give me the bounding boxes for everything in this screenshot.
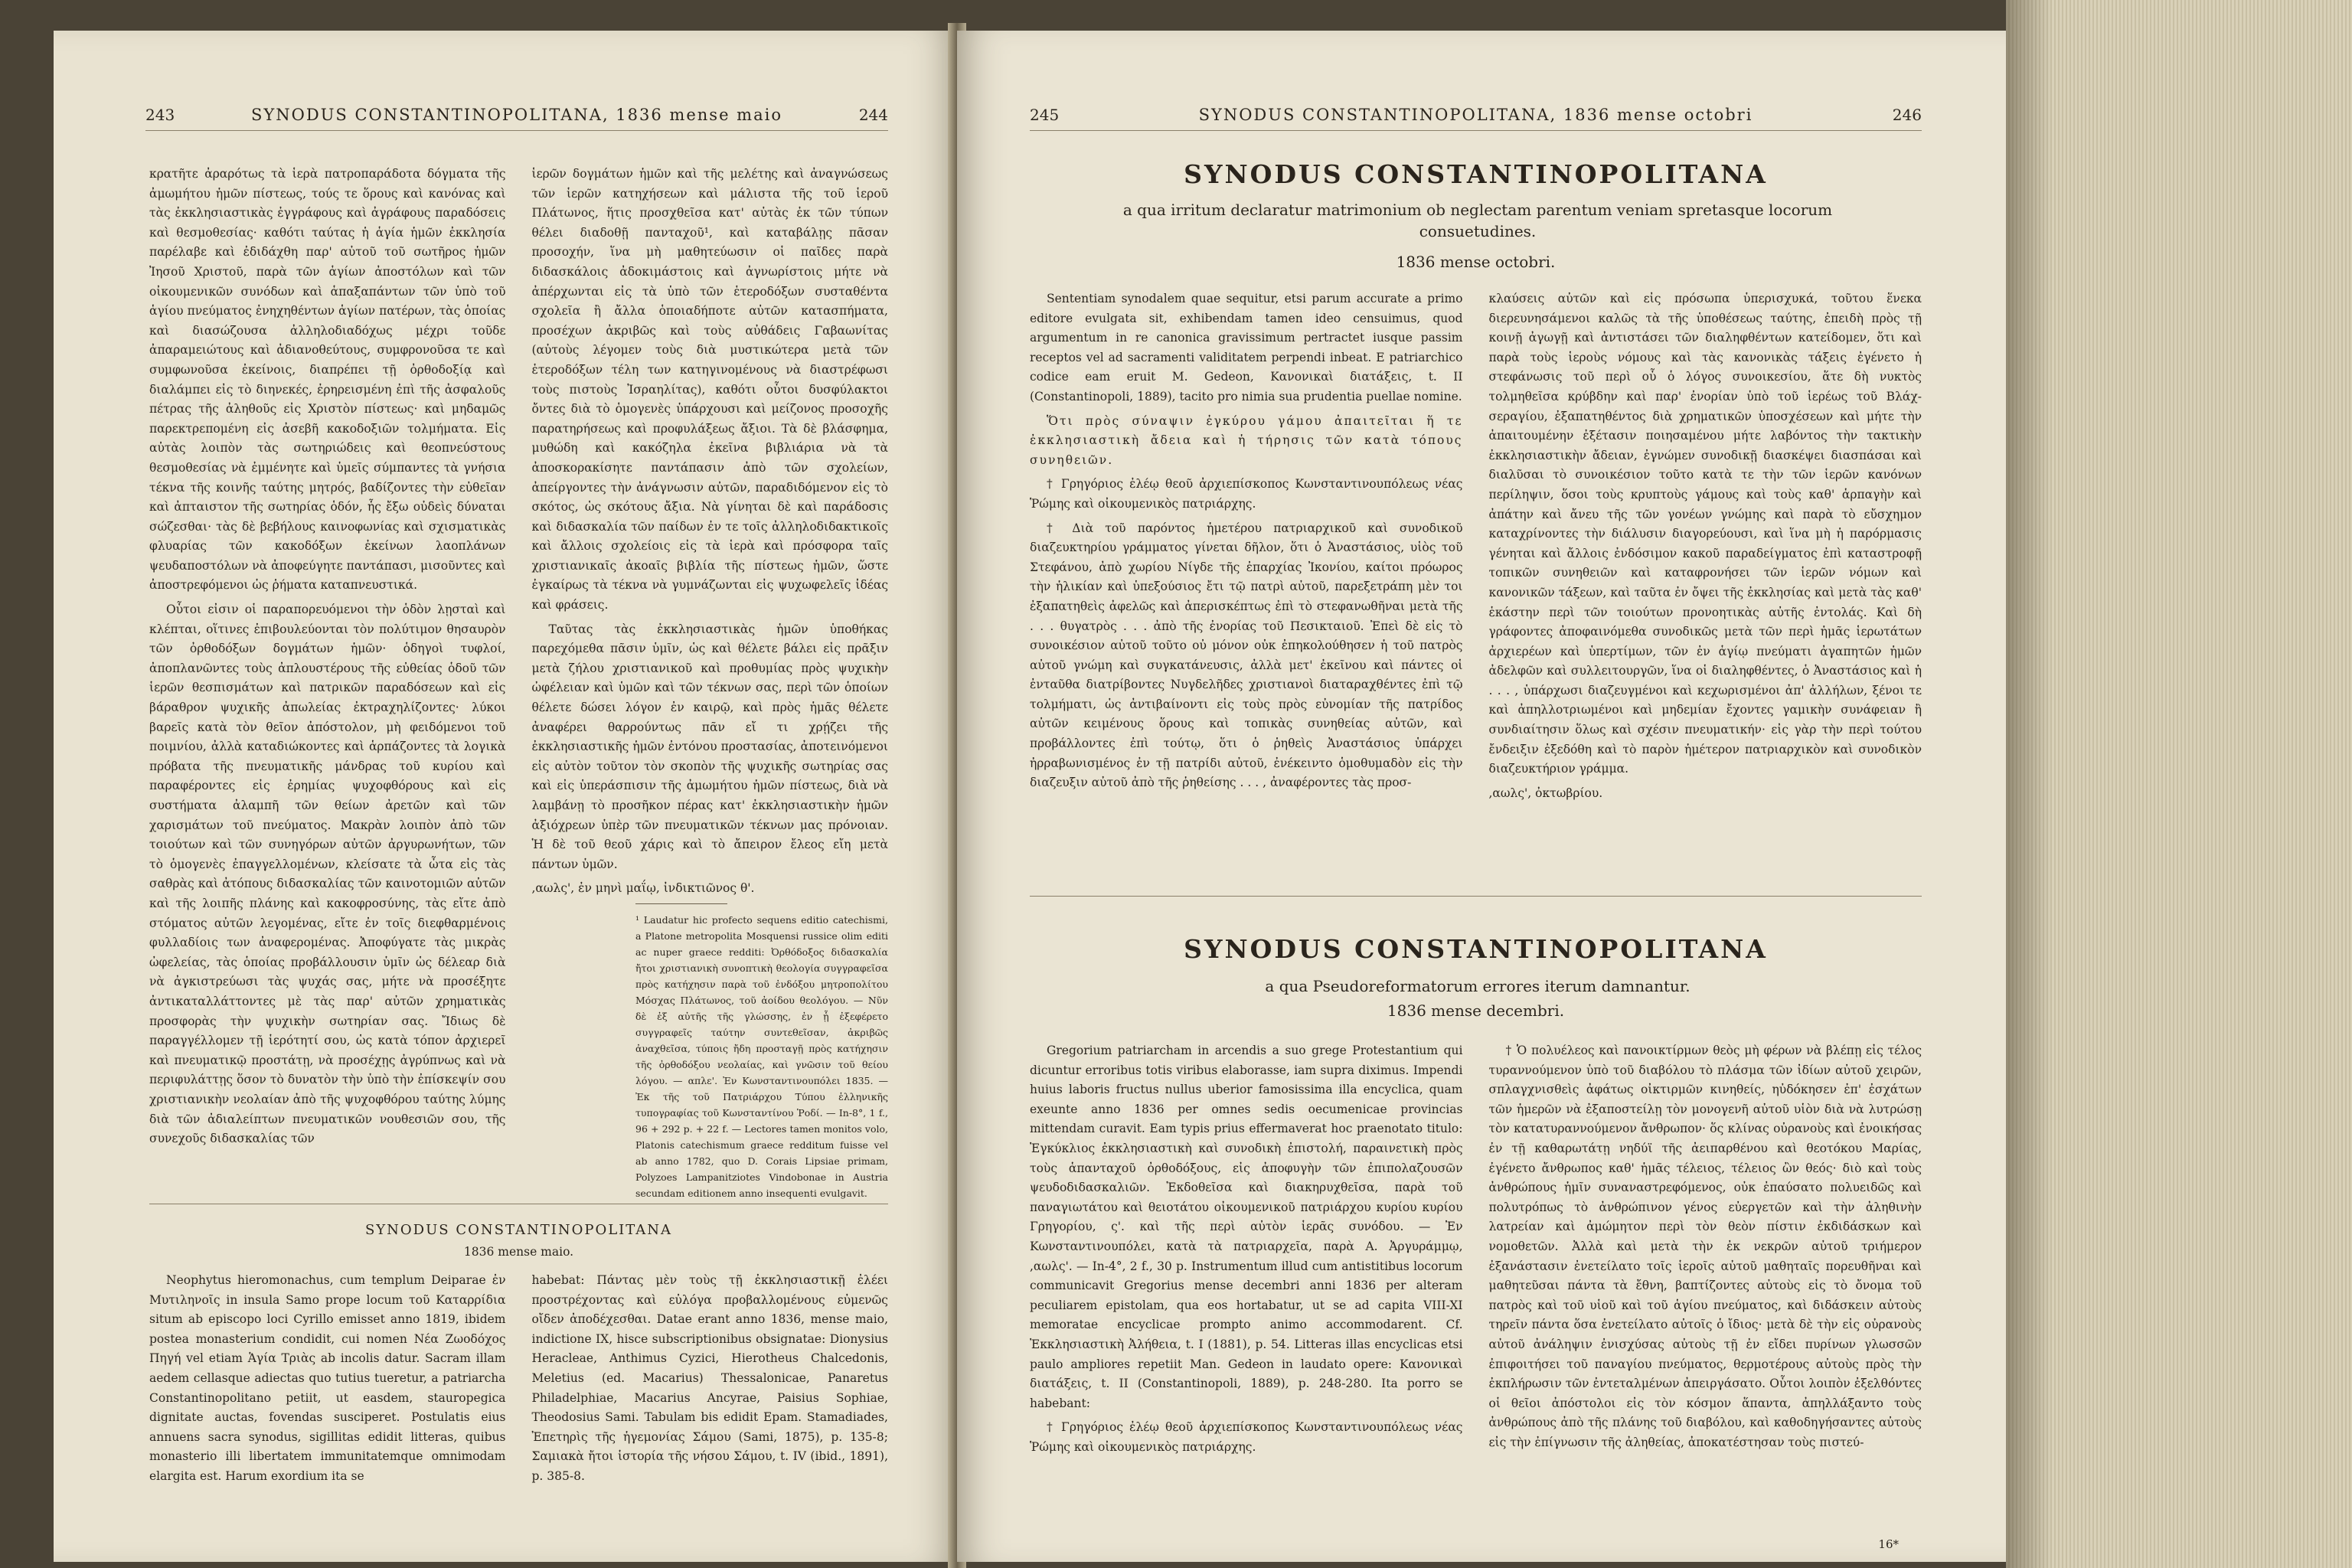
footnote	[635, 903, 888, 1201]
column-right	[1489, 289, 1922, 879]
section-divider	[1030, 896, 1922, 897]
paragraph: Ταῦτας τὰς ἐκκλησιαστικὰς ἡμῶν ὑποθήκας παρεχόμεθα πᾶσιν ὑμῖν, ὡς καὶ θέλετε βάλει εἰς πρᾶξιν μετὰ ζήλου χριστιανικοῦ καὶ προθυμίας πρὸς ψυχικὴν ὠφέλειαν καὶ ὑμῶν καὶ τῶν τέκνων σας, περὶ τῶν ὁποίων θέλετε δώσει λόγον ἐν καιρῷ, καὶ πρὸς ἡμᾶς θέλετε ἀναφέρει θαρρούντως πᾶν εἴ τι χρῄζει τῆς ἐκκλησιαστικῆς ἡμῶν ἐντόνου προστασίας, ἀποτεινόμενοι εἰς αὐτὸν τοῦτον τὸν σκοπὸν τῆς ψυχικῆς σωτηρίας σας καὶ εἰς ὑπεράσπισιν τῆς ἀμωμήτου ἡμῶν πίστεως, διὰ νὰ λαμβάνῃ τὸ προσῆκον πέρας κατ' ἐκκλησιαστικὴν ἡμῶν ἀξιόχρεων ὑπὲρ τῶν πνευματικῶν τέκνων μας πρόνοιαν. Ἡ δὲ τοῦ θεοῦ χάρις καὶ τὸ ἄπειρον ἔλεος εἴη μετὰ πάντων ὑμῶν.	[531, 622, 888, 871]
page-number: 245	[1030, 106, 1060, 124]
page-number: 246	[1892, 106, 1922, 124]
paragraph: Οὗτοι εἰσιν οἱ παραπορευόμενοι τὴν ὁδὸν λῃσταὶ καὶ κλέπται, οἵτινες ἐπιβουλεύονται τὸν πολύτιμον θησαυρὸν τῶν ὀρθοδόξων δογμάτων ἡμῶν· ὁδηγοὶ τυφλοί, ἀποπλανῶντες τοὺς ἀπλουστέρους τῆς εὐθείας ὁδοῦ τῶν ἱερῶν θεσπισμάτων καὶ πατρικῶν παραδόσεων καὶ εἰς βάραθρον ψυχικῆς ἀπωλείας ἐκτραχηλίζοντες· λύκοι βαρεῖς κατὰ τὸν θεῖον ἀπόστολον, μὴ φειδόμενοι τοῦ ποιμνίου, ἀλλὰ καταδιώκοντες καὶ ἁρπάζοντες τὰ λογικὰ πρόβατα τῆς πνευματικῆς μάνδρας τοῦ κυρίου καὶ παραφέροντες εἰς ἐρημίας ψυχοφθόρους καὶ εἰς συστήματα ἀλαμπῆ τῶν θείων ἀρετῶν καὶ τῶν χαρισμάτων τοῦ πνεύματος. Μακρὰν λοιπὸν ἀπὸ τῶν τοιούτων καὶ τῶν συνηγόρων αὐτῶν ἀργυρωνήτων, τῶν τὸ ὁμογενὲς ἐπαγγελλομένων, κλείσατε τὰ ὦτα εἰς τὰς σαθρὰς καὶ ἀτόπους διδασκαλίας τῶν καινοτομιῶν αὐτῶν καὶ τῆς λοιπῆς πλάνης καὶ κακοφροσύνης, τὰς εἴτε ἀπὸ στόματος αὐτῶν λεγομένας, εἴτε ἐν τοῖς διεφθαρμένοις φυλλαδίοις των ἀναφερομένας. Ἀποφύγατε τὰς μικρὰς ὠφελείας, τὰς ὁποίας προβάλλουσιν ὑμῖν ὡς δέλεαρ διὰ νὰ ἀγκιστρεύωσι τὰς ψυχάς σας, μήτε νὰ προσέξητε ἀντικαταλλάττοντες μὲ τὰς παρ' αὐτῶν χρηματικὰς προσφορὰς τὴν ψυχικὴν σωτηρίαν σας. Ἴδιως δὲ παραγγέλλομεν τῇ ἱερότητί σου, ὡς κατὰ τόπον ἀρχιερεῖ καὶ πνευματικῷ προστάτῃ, νὰ προσέχῃς ἀγρύπνως καὶ νὰ περιφυλάττῃς ὅσον τὸ δυνατὸν τὴν ὑπὸ τὴν ἐπίσκεψίν σου χριστιανικὴν νεολαίαν ἀπὸ τῆς ψυχοφθόρου ταύτης λύμης διὰ τῶν ἀδιαλείπτων πνευματικῶν νουθεσιῶν σου, τῆς συνεχοῦς διδασκαλίας τῶν	[149, 603, 506, 1146]
running-title: SYNODUS CONSTANTINOPOLITANA, 1836 mense octobri	[1198, 106, 1753, 124]
paragraph: Sententiam synodalem quae sequitur, etsi parum accurate a primo editore evulgata sit, exhibendam tamen ideo censuimus, quod argumentum in re canonica gravissimum pertractet iusque passim receptos vel ad sacramenti validitatem perpendi inbeat. E patriarchico codice eam eruit M. Gedeon, Κανονικαὶ διατάξεις, t. II (Constantinopoli, 1889), tacito pro nimia sua prudentia puellae nomine.	[1030, 292, 1463, 403]
page-number: 243	[145, 106, 175, 124]
paragraph: Gregorium patriarcham in arcendis a suo grege Protestantium qui dicuntur erroribus totis viribus elaborasse, iam supra diximus. Impendi huius laboris fructus nullus uberior famosissima illa encyclica, quam exeunte anno 1836 per omnes sedis oecumenicae provincias mittendam curavit. Eam typis prius effermaverat hoc praenotato titulo: Ἐγκύκλιος ἐκκλησιαστικὴ καὶ συνοδικὴ ἐπιστολή, παραινετικὴ πρὸς τοὺς ἁπανταχοῦ ὀρθοδόξους, εἰς ἀποφυγὴν τῶν ἐπιπολαζουσῶν ψευδοδιδασκαλιῶν. Ἐκδοθεῖσα καὶ διακηρυχθεῖσα, παρὰ τοῦ παναγιωτάτου καὶ θειοτάτου οἰκουμενικοῦ πατριάρχου κυρίου κυρίου Γρηγορίου, ς'. καὶ τῆς περὶ αὐτὸν ἱερᾶς συνόδου. — Ἐν Κωνσταντινουπόλει, κατὰ τὰ πατριαρχεῖα, παρὰ Α. Ἀργυράμμῳ, ,αωλς'. — In-4°, 2 f., 30 p. Instrumentum illud cum antistitibus locorum communicavit Gregorius mense decembri anni 1836 per alteram peculiarem epistolam, qua eos hortabatur, ut se ad capita VIII-XI memoratae encyclicae prompto animo accommodarent. Cf. Ἐκκλησιαστικὴ Ἀλήθεια, t. I (1881), p. 54. Litteras illas encyclicas etsi paulo ampliores repetiit Man. Gedeon in laudato opere: Κανονικαὶ διατάξεις, t. II (Constantinopoli, 1889), p. 248-280. Ita porro se habebant:	[1030, 1044, 1463, 1410]
paragraph: κρατῆτε ἀραρότως τὰ ἱερὰ πατροπαράδοτα δόγματα τῆς ἀμωμήτου ἡμῶν πίστεως, τούς τε ὅρους καὶ κανόνας καὶ τὰς ἐκκλησιαστικὰς ἐγγράφους καὶ ἀγράφους παραδόσεις καὶ θεσμοθεσίας· καθότι ταύτας ἡ ἁγία ἡμῶν ἐκκλησία παρέλαβε καὶ ἐδιδάχθη παρ' αὐτοῦ τοῦ σωτῆρος ἡμῶν Ἰησοῦ Χριστοῦ, παρὰ τῶν ἁγίων ἀποστόλων καὶ τῶν οἰκουμενικῶν συνόδων καὶ ἁπαξαπάντων τῶν ὑπὸ τοῦ ἁγίου πνεύματος ἐνηχηθέντων ἁγίων πατέρων, τὰς ὁποίας καὶ διασώζουσα ἀλληλοδιαδόχως μέχρι τοῦδε ἀπαραμειώτους καὶ ἀδιανοθεύτους, συμφρονοῦσα τε καὶ συμφωνοῦσα ἐκείνοις, διαπρέπει τῇ ὀρθοδοξίᾳ καὶ διαλάμπει εἰς τὸ διηνεκές, ἐρηρεισμένη ἐπὶ τῆς ἀσφαλοῦς πέτρας τῆς ἀληθοῦς εἰς Χριστὸν πίστεως· καὶ μηδαμῶς παρεκτρεπομένη εἰς ἀσεβῆ κακοδοξιῶν τολμήματα. Εἰς αὐτὰς λοιπὸν τὰς σωτηριώδεις καὶ θεοπνεύστους θεσμοθεσίας νὰ ἐμμένητε καὶ ὑμεῖς σύμπαντες τὰ γνήσια τέκνα τῆς κοινῆς ταύτης μητρός, βαδίζοντες τὴν εὐθεῖαν καὶ ἀπταιστον τῆς σωτηρίας ὁδόν, ἧς ἔξω οὐδεὶς δύναται σώζεσθαι· τὰς δὲ βεβήλους καινοφωνίας καὶ σχισματικὰς φλυαρίας τῶν κακοδόξων ἐκείνων λαοπλάνων ψευδαποστόλων νὰ ἀποφεύγητε παντάπασι, μισοῦντες καὶ ἀποστρεφόμενοι ὡς ῥήματα καταπνευστικά.	[149, 167, 506, 593]
paragraph: habebat: Πάντας μὲν τοὺς τῇ ἐκκλησιαστικῇ ἐλέει προστρέχοντας καὶ εὐλόγα προβαλλομένους εὐμενῶς οἴδεν ἀποδέχεσθαι. Datae erant anno 1836, mense maio, indictione IX, hisce subscriptionibus obsignatae: Dionysius Heracleae, Anthimus Cyzici, Hierotheus Chalcedonis, Meletius (ed. Macarius) Thessalonicae, Panaretus Philadelphiae, Macarius Ancyrae, Paisius Sophiae, Theodosius Sami. Tabulam bis edidit Epam. Stamadiades, Ἐπετηρὶς τῆς ἡγεμονίας Σάμου (Sami, 1875), p. 135-8; Σαμιακὰ ἤτοι ἱστορία τῆς νήσου Σάμου, t. IV (ibid., 1891), p. 385-8.	[531, 1273, 888, 1483]
running-head-right	[1030, 100, 1922, 131]
section-date: 1836 mense decembri.	[1387, 1001, 1565, 1020]
text-columns	[149, 1271, 888, 1547]
section-title: SYNODUS CONSTANTINOPOLITANA	[1184, 159, 1768, 189]
column-right	[1489, 1041, 1922, 1539]
paragraph: κλαύσεις αὐτῶν καὶ εἰς πρόσωπα ὑπερισχυκά, τοῦτου ἕνεκα διερευνησάμενοι καλῶς τὰ τῆς ὑποθέσεως ταύτης, ἐπειδὴ πρὸς τῇ κοινῇ ἀγωγῇ καὶ ἀντιστάσει τῶν διαληφθέντων κατείδομεν, ὅτι καὶ παρὰ τοὺς ἱεροὺς νόμους καὶ τὰς κανονικὰς τάξεις ἐγένετο ἡ στεφάνωσις τοῦ περὶ οὗ ὁ λόγος συνοικεσίου, ἅτε δὴ νυκτὸς τολμηθεῖσα κρύβδην καὶ παρ' ἐνορίαν ὑπὸ τοῦ ἱερέως τοῦ Βλάχ-σεραγίου, ἐξαπατηθέντος διὰ χρηματικῶν ὑποσχέσεων καὶ μήτε τὴν ἀπαιτουμένην ἐξέτασιν ποιησαμένου μήτε λαβόντος τὴν τακτικὴν ἐκκλησιαστικὴν ἄδειαν, ἐγνώμεν συνοδικῇ διασκέψει διασπάσαι καὶ διαλῦσαι τὸ συνοικέσιον τοῦτο κατὰ τε τὴν τῶν ἱερῶν κανόνων περίληψιν, ὅσοι τοὺς κρυπτοὺς γάμους καὶ τοὺς καθ' ἁρπαγὴν καὶ ἀπάτην καὶ ἄνευ τῆς τῶν γονέων γνώμης καὶ παρὰ τὸ εὔσχημον καταχρίνοντες τὴν διάλυσιν διαγορεύουσι, καὶ ἵνα μὴ ἡ παρόρμασις γένηται καὶ ἄλλοις ἐνδόσιμον κακοῦ παραδείγματος ἐπὶ καταστροφῇ τοπικῶν συνηθειῶν καὶ καταφρονήσει τῶν ἱερῶν νόμων καὶ κανονικῶν τάξεων, καὶ ταῦτα ἐν ὄψει τῆς ἐκκλησίας καὶ μετὰ τὰς καθ' ἑκάστην περὶ τῶν τοιούτων προνοητικὰς αὐτῆς ἐντολάς. Καὶ δὴ γράφοντες ἀποφαινόμεθα συνοδικῶς μετὰ τῶν περὶ ἡμᾶς ἱερωτάτων ἀρχιερέων καὶ ὑπερτίμων, τῶν ἐν ἁγίῳ πνεύματι ἀγαπητῶν ἡμῶν ἀδελφῶν καὶ συλλειτουργῶν, ἵνα οἱ διαληφθέντες, ὁ Ἀναστάσιος καὶ ἡ . . . , ὑπάρχωσι διαζευγμένοι καὶ κεχωρισμένοι ἀπ' ἀλλήλων, ξένοι τε καὶ ἀπηλλοτριωμένοι καὶ μηδεμίαν ἔχοντες γαμικὴν συνάφειαν ἢ συνδιαίτησιν ὅλως καὶ σχέσιν πνευματικήν· εἰς γὰρ τὴν περὶ τούτου ἔνδειξιν ἐξεδόθη καὶ τὸ παρὸν ἡμέτερον πατριαρχικὸν καὶ συνοδικὸν διαζευκτήριον γράμμα.	[1488, 292, 1922, 776]
running-head-left	[145, 100, 888, 131]
signature-mark: 16*	[1878, 1537, 1899, 1551]
section-date: 1836 mense maio.	[463, 1245, 574, 1259]
column-left	[149, 1271, 506, 1547]
paragraph: † Διὰ τοῦ παρόντος ἡμετέρου πατριαρχικοῦ καὶ συνοδικοῦ διαζευκτηρίου γράμματος γίνεται δῆλον, ὅτι ὁ Ἀναστάσιος, υἱὸς τοῦ Στεφάνου, ἀπὸ χωρίου Νίγδε τῆς ἐπαρχίας Ἰκονίου, καίτοι πρόωρος τὴν ἡλικίαν καὶ ὑπεξούσιος ἔτι τῷ πατρὶ αὐτοῦ, παρεξετράπη μὲν τοι ἐξαπατηθεὶς ἀφελῶς καὶ ἀπερισκέπτως ἐπὶ τὸ στεφανωθῆναι μετὰ τῆς . . . θυγατρὸς . . . ἀπὸ τῆς ἐνορίας τοῦ Πεσικταιοῦ. Ἐπεὶ δὲ εἰς τὸ συνοικέσιον αὐτοῦ τοῦτο οὐ μόνον οὐκ ἐπηκολούθησεν ἡ τοῦ πατρὸς αὐτοῦ γνώμη καὶ συγκατάνευσις, ἀλλὰ μετ' ἐκεῖνου καὶ πάντες οἱ ἐνταῦθα διατρίβοντες Νυγδελῆδες χριστιανοὶ διαταραχθέντες ἐπὶ τῷ τολμήματι, ὡς ἀντιβαίνοντι εἰς τοὺς πρὸς εὐνομίαν τῆς πατρίδος αὐτῶν κειμένους ὅρους καὶ τοπικὰς συνηθείας αὐτῶν, καὶ προβάλλοντες ἐπὶ τούτῳ, ὅτι ὁ ῥηθεὶς Ἀναστάσιος ὑπάρχει ἠρραβωνισμένος ἐν τῇ πατρίδι αὐτοῦ, ἐνέκειντο ὁμοθυμαδὸν εἰς τὴν διαζευξιν αὐτοῦ ἀπὸ τῆς ῥηθείσης . . . , ἀναφέροντες τὰς προσ-	[1030, 521, 1463, 790]
section-subtitle: a qua irritum declaratur matrimonium ob neglectam parentum veniam spretasque locorum consuetudines.	[1122, 201, 1833, 240]
footnote-text: ¹ Laudatur hic profecto sequens editio catechismi, a Platone metropolita Mosquensi russice olim editi ac nuper graece redditi: Ὀρθόδοξος διδασκαλία ἤτοι χριστιανικὴ συνοπτικὴ θεολογία συγγραφεῖσα πρὸς κατήχησιν παρὰ τοῦ ἐνδόξου μητροπολίτου Μόσχας Πλάτωνος, τοῦ ἀοίδου θεολόγου. — Νῦν δὲ ἐξ αὐτῆς τῆς γλώσσης, ἐν ᾗ ἐξεφέρετο συγγραφεῖς ταύτην συντεθεῖσαν, ἀκριβῶς ἀναχθεῖσα, τύποις ἤδη προσταγῇ πρὸς κατήχησιν τῆς ὀρθοδόξου νεολαίας, καὶ γνῶσιν τοῦ θείου λόγου. — απλε'. Ἐν Κωνσταντινουπόλει 1835. — Ἐκ τῆς τοῦ Πατριάρχου Τύπου ἑλληνικῆς τυπογραφίας τοῦ Κωνσταντίνου Ῥοδί. — In-8°, 1 f., 96 + 292 p. + 22 f. — Lectores tamen monitos volo, Platonis catechismum graece redditum fuisse vel ab anno 1782, quo D. Corais Lipsiae primam, Polyzoes Lampanitziotes Vindobonae in Austria secundam editionem anno insequenti evulgavit.	[635, 914, 888, 1199]
text-columns	[1030, 1041, 1922, 1539]
page-edges	[2006, 0, 2352, 1568]
date-line: ,αωλς', ἐν μηνὶ μαΐῳ, ἰνδικτιῶνος θ'.	[531, 881, 755, 896]
heading-quote: Ὅτι πρὸς σύναψιν ἐγκύρου γάμου ἀπαιτεῖται ἥ τε ἐκκλησιαστικὴ ἄδεια καὶ ἡ τήρησις τῶν κατὰ τόπους συνηθειῶν.	[1030, 413, 1463, 467]
paragraph: † Γρηγόριος ἐλέῳ θεοῦ ἀρχιεπίσκοπος Κωνσταντινουπόλεως νέας Ῥώμης καὶ οἰκουμενικὸς πατριάρχης.	[1030, 477, 1463, 511]
section-date: 1836 mense octobri.	[1396, 253, 1556, 271]
text-columns	[1030, 289, 1922, 879]
section-subtitle: a qua Pseudoreformatorum errores iterum damnantur.	[1265, 977, 1690, 995]
right-page	[957, 31, 2006, 1562]
left-page	[54, 31, 957, 1562]
paragraph: † Γρηγόριος ἐλέῳ θεοῦ ἀρχιεπίσκοπος Κωνσταντινουπόλεως νέας Ῥώμης καὶ οἰκουμενικὸς πατριάρχης.	[1030, 1420, 1463, 1454]
column-right	[532, 165, 889, 923]
section-title: SYNODUS CONSTANTINOPOLITANA	[364, 1222, 673, 1238]
column-left	[149, 165, 506, 1146]
column-right	[532, 1271, 889, 1547]
page-number: 244	[858, 106, 888, 124]
column-left	[1030, 1041, 1463, 1539]
section-title: SYNODUS CONSTANTINOPOLITANA	[1184, 934, 1768, 964]
running-title: SYNODUS CONSTANTINOPOLITANA, 1836 mense maio	[251, 106, 782, 124]
paragraph: ἱερῶν δογμάτων ἡμῶν καὶ τῆς μελέτης καὶ ἀναγνώσεως τῶν ἱερῶν κατηχήσεων καὶ μάλιστα τῆς τοῦ ἱεροῦ Πλάτωνος, ἥτις προσχθεῖσα κατ' αὐτὰς ἐκ τῶν τύπων θέλει διαδοθῇ πανταχοῦ¹, καὶ καταβάλῃς πᾶσαν προσοχήν, ἵνα μὴ μαθητεύωσιν οἱ παῖδες παρὰ διδασκάλοις ἀδοκιμάστοις καὶ ἀγνωρίστοις μήτε νὰ ἀπέρχωνται εἰς τὰ ὑπὸ τῶν ἑτεροδόξων συσταθέντα σχολεῖα ἢ ἄλλα ὁποιαδήποτε αὐτῶν κατασπήματα, προσέχων ἀκριβῶς καὶ τοὺς αὐθάδεις Γαβαωνίτας (αὐτοὺς λέγομεν τοὺς διὰ μυστικώτερα μετὰ τῶν ἑτεροδόξων τέλη των κατηγινομένους νὰ διαστρέφωσι τοὺς πιστοὺς Ἰσραηλίτας), καθότι οὗτοι δυσφύλακτοι ὄντες διὰ τὸ ὁμογενὲς ὑπάρχουσι καὶ μείζονος προσοχῆς παρατηρήσεως καὶ προφυλάξεως ἄξιοι. Τὰ δὲ βλάσφημα, μυθώδη καὶ κακόζηλα ἐκεῖνα βιβλιάρια νὰ τὰ ἀποσκορακίσητε παντάπασιν ἀπὸ τῶν σχολείων, ἀπείργοντες τὴν ἀνάγνωσιν αὐτῶν, παραδιδόμενον εἰς τὸ σκότος, ὡς σκότους ἄξια. Νὰ γίνηται δὲ καὶ παράδοσις καὶ διδασκαλία τῶν παίδων ἐν τε τοῖς ἀλληλοδιδακτικοῖς καὶ ἄλλοις σχολείοις εἰς τὰ ἱερὰ καὶ πρόσφορα ταῖς χριστιανικαῖς ἀκοαῖς βιβλία τῆς πίστεως ἡμῶν, ὥστε ἐγκαίρως τὰ τέκνα νὰ γυμνάζωνται εἰς ψυχωφελεῖς ἰδέας καὶ φράσεις.	[531, 167, 888, 612]
paragraph: † Ὁ πολυέλεος καὶ πανοικτίρμων θεὸς μὴ φέρων νὰ βλέπῃ εἰς τέλος τυραννούμενον ὑπὸ τοῦ διαβόλου τὸ πλάσμα τῶν ἰδίων αὐτοῦ χειρῶν, σπλαγχνισθεὶς ἀφάτως οἰκτιρμῶν κινηθείς, ηὐδόκησεν ἐπ' ἐσχάτων τῶν ἡμερῶν νὰ ἐξαποστείλῃ τὸν μονογενῆ αὐτοῦ υἱὸν διὰ νὰ λυτρώσῃ τὸν κατατυραννούμενον ἄνθρωπον· ὅς κλίνας οὐρανοὺς καὶ ἐνοικήσας ἐν τῇ καθαρωτάτῃ νηδύϊ τῆς ἀειπαρθένου καὶ θεοτόκου Μαρίας, ἐγένετο ἄνθρωπος καθ' ἡμᾶς τέλειος, τέλειος ὢν θεός· διὸ καὶ τοὺς ἀνθρώπους ἡμῖν συναναστρεφόμενος, οὐκ ἐπαύσατο πολυειδῶς καὶ πολυτρόπως τὸ ἀνθρώπινον γένος εὐεργετῶν καὶ τὴν ἀληθινὴν λατρείαν καὶ ἀμώμητον περὶ τὸν θεὸν πίστιν ἐκδιδάσκων καὶ νομοθετῶν. Ἀλλὰ καὶ μετὰ τὴν ἐκ νεκρῶν αὐτοῦ τριήμερον ἐξανάστασιν ἐνετείλατο τοῖς ἱεροῖς αὐτοῦ μαθηταῖς πορευθῆναι καὶ μαθητεῦσαι πάντα τὰ ἔθνη, βαπτίζοντες αὐτοὺς εἰς τὸ ὄνομα τοῦ πατρὸς καὶ τοῦ υἱοῦ καὶ τοῦ ἁγίου πνεύματος, καὶ διδάσκειν αὐτοὺς τηρεῖν πάντα ὅσα ἐνετείλατο αὐτοῖς ὁ ἴδιος· μετὰ δὲ τὴν εἰς οὐρανοὺς αὐτοῦ ἀνάληψιν ἐνισχύσας αὐτοὺς τῇ ἐν εἴδει πυρίνων γλωσσῶν ἐπιφοιτήσει τοῦ παναγίου πνεύματος, θερμοτέρους αὐτοὺς πρὸς τὴν ἐκπλήρωσιν τῶν ἐντεταλμένων ἀπειργάσατο. Οὗτοι λοιπὸν ἐξελθόντες οἱ θεῖοι ἀπόστολοι εἰς τὸν κόσμον ἅπαντα, ἀπηλλάξαντο τοὺς ἀνθρώπους ἀπὸ τῆς πλάνης τοῦ διαβόλου, καὶ καθοδηγήσαντες αὐτοὺς εἰς τὴν ἐπίγνωσιν τῆς ἀληθείας, ἀποκατέστησαν τοὺς πιστεύ-	[1488, 1044, 1922, 1449]
date-line: ,αωλς', ὀκτωβρίου.	[1488, 786, 1603, 800]
column-left	[1030, 289, 1463, 879]
paragraph: Neophytus hieromonachus, cum templum Deiparae ἐν Μυτιληνοῖς in insula Samo prope locum τοῦ Καταρρίδια situm ab episcopo loci Cyrillo emisset anno 1819, ibidem postea monasterium condidit, cui nomen Νέα Ζωοδόχος Πηγή vel etiam Ἁγία Τριὰς ab incolis datur. Sacram illam aedem cellasque adiectas quo tutius tueretur, a patriarcha Constantinopolitano petiit, ut easdem, stauropegica dignitate auctas, fovendas susciperet. Postulatis eius annuens sacra synodus, sigillitas edidit litteras, quibus monasterio illi libertatem immunitatemque omnimodam elargita est. Harum exordium ita se	[149, 1273, 506, 1483]
